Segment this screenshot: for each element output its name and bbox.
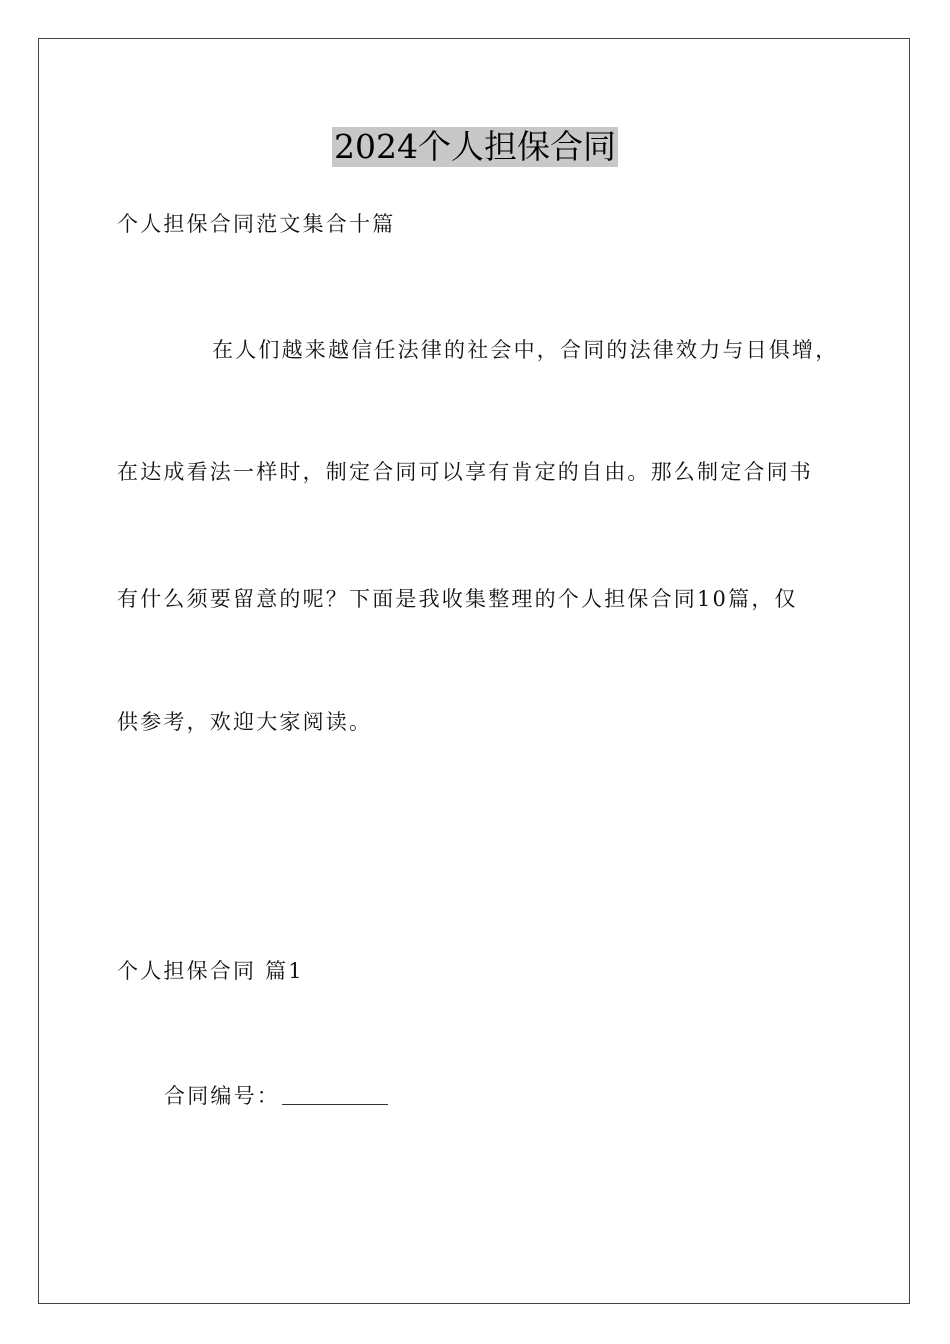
- section-heading: 个人担保合同 篇1: [117, 959, 304, 983]
- document-title: 2024个人担保合同: [334, 127, 616, 166]
- intro-line-2: 在达成看法一样时，制定合同可以享有肯定的自由。那么制定合同书: [117, 460, 813, 484]
- title-container: [0, 127, 950, 167]
- contract-number-blank: [282, 1082, 388, 1105]
- contract-number-label: 合同编号：: [164, 1084, 280, 1108]
- intro-line-3: 有什么须要留意的呢？下面是我收集整理的个人担保合同10篇，仅: [117, 587, 798, 611]
- intro-line-1: 在人们越来越信任法律的社会中，合同的法律效力与日俱增，: [212, 338, 839, 362]
- contract-number-row: [164, 1082, 388, 1110]
- intro-line-4: 供参考，欢迎大家阅读。: [117, 710, 373, 734]
- document-subtitle: 个人担保合同范文集合十篇: [117, 212, 396, 236]
